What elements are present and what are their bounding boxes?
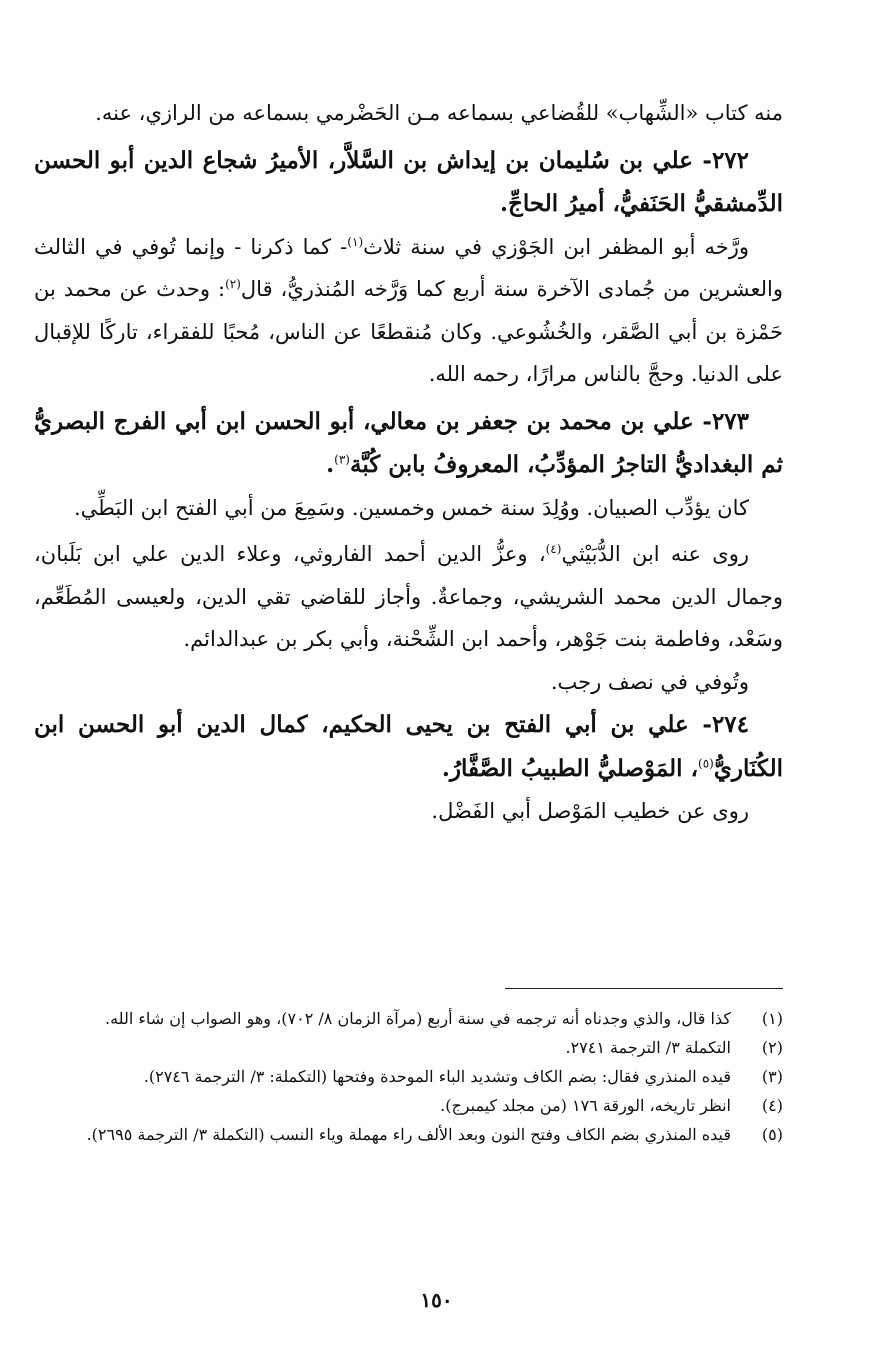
text-run: . [326, 451, 335, 478]
footnote-text: قيده المنذري بضم الكاف وفتح النون وبعد الألف راء مهملة وياء النسب (التكملة ٣/ الترجمة ٢٦٩٥). [86, 1125, 731, 1144]
text-run: - كما ذكرنا - وإنما تُوفي في الثالث والعشرين من جُمادى الآخرة سنة أربع كما وَرَّخه المُنذريُّ، قال [34, 234, 783, 301]
entry-274-paragraph: روى عن خطيب المَوْصل أبي الفَضْل. [431, 799, 749, 823]
footnote-text: كذا قال، والذي وجدناه أنه ترجمه في سنة أربع (مرآة الزمان ٨/ ٧٠٢)، وهو الصواب إن شاء الله. [104, 1009, 731, 1028]
text-run: ، وعزُّ الدين أحمد الفاروثي، وعلاء الدين علي ابن بَلَبان، وجمال الدين محمد الشريشي، وجماعةٌ. وأجاز للقاضي تقي الدين، ولعيسى المُطَعِّم، وسَعْد، وفاطمة بنت جَوْهر، وأحمد ابن الشِّحْنة، وأبي بكر بن عبدالدائم. [34, 542, 783, 651]
footnote-1 [34, 1006, 783, 1032]
entry-274-heading [34, 703, 783, 790]
entry-273-paragraph-3: وتُوفي في نصف رجب. [550, 669, 749, 694]
footnote-number: (٣) [761, 1067, 783, 1086]
footnote-number: (٥) [761, 1125, 783, 1144]
entry-272-paragraph [34, 226, 783, 396]
text-run: ، المَوْصليُّ الطبيبُ الصَّفَّارُ. [441, 754, 698, 782]
footnotes [34, 1006, 783, 1151]
footnote-ref-1: (١) [347, 234, 364, 249]
main-text [34, 92, 783, 833]
text-run: ٢٧٣- علي بن محمد بن جعفر بن معالي، أبو الحسن ابن أبي الفرج البصريُّ ثم البغداديُّ التاجرُ المؤدِّبُ، المعروفُ بابن كُبَّة [34, 407, 783, 478]
footnote-text: التكملة ٣/ الترجمة ٢٧٤١. [565, 1038, 731, 1057]
footnote-number: (١) [761, 1009, 783, 1028]
footnote-ref-3: (٣) [334, 452, 350, 467]
footnote-3 [34, 1064, 783, 1090]
text-run: ورَّخه أبو المظفر ابن الجَوْزي في سنة ثلاث [363, 234, 749, 259]
entry-273-heading [34, 400, 783, 487]
footnote-text: انظر تاريخه، الورقة ١٧٦ (من مجلد كيمبرج). [440, 1096, 731, 1115]
footnote-4 [34, 1093, 783, 1119]
continuation-paragraph: منه كتاب «الشِّهاب» للقُضاعي بسماعه مـن الحَضْرمي بسماعه من الرازي، عنه. [95, 101, 783, 125]
footnote-5 [34, 1122, 783, 1148]
footnote-ref-5: (٥) [698, 755, 714, 770]
footnote-text: قيده المنذري فقال: بضم الكاف وتشديد الباء الموحدة وفتحها (التكملة: ٣/ الترجمة ٢٧٤٦). [143, 1067, 731, 1086]
footnote-divider [505, 988, 783, 989]
entry-273-paragraph-2 [34, 533, 783, 661]
footnote-number: (٢) [761, 1038, 783, 1057]
text-run: ٢٧٤- علي بن أبي الفتح بن يحيى الحكيم، كمال الدين أبو الحسن ابن الكُنَاريُّ [34, 711, 783, 782]
text-run: روى عنه ابن الدُّبَيْثي [561, 542, 749, 566]
entry-272-heading: ٢٧٢- علي بن سُليمان بن إيداش بن السَّلاَّر، الأميرُ شجاع الدين أبو الحسن الدِّمشقيُّ الحَنَفيُّ، أميرُ الحاجِّ. [34, 146, 783, 217]
footnote-ref-2: (٢) [225, 277, 241, 291]
page-number: ١٥٠ [420, 1288, 453, 1312]
footnote-number: (٤) [761, 1096, 783, 1115]
footnote-2 [34, 1035, 783, 1061]
text-run: : وحدث عن محمد بن حَمْزة بن أبي الصَّقر، والخُشُوعي. وكان مُنقطعًا عن الناس، مُحبًا للفقراء، تاركًا للإقبال على الدنيا. وحجَّ بالناس مرارًا، رحمه الله. [34, 277, 783, 386]
entry-273-paragraph-1: كان يؤدِّب الصبيان. ووُلِدَ سنة خمس وخمسين. وسَمِعَ من أبي الفتح ابن البَطِّي. [74, 495, 749, 520]
footnote-ref-4: (٤) [545, 542, 562, 556]
